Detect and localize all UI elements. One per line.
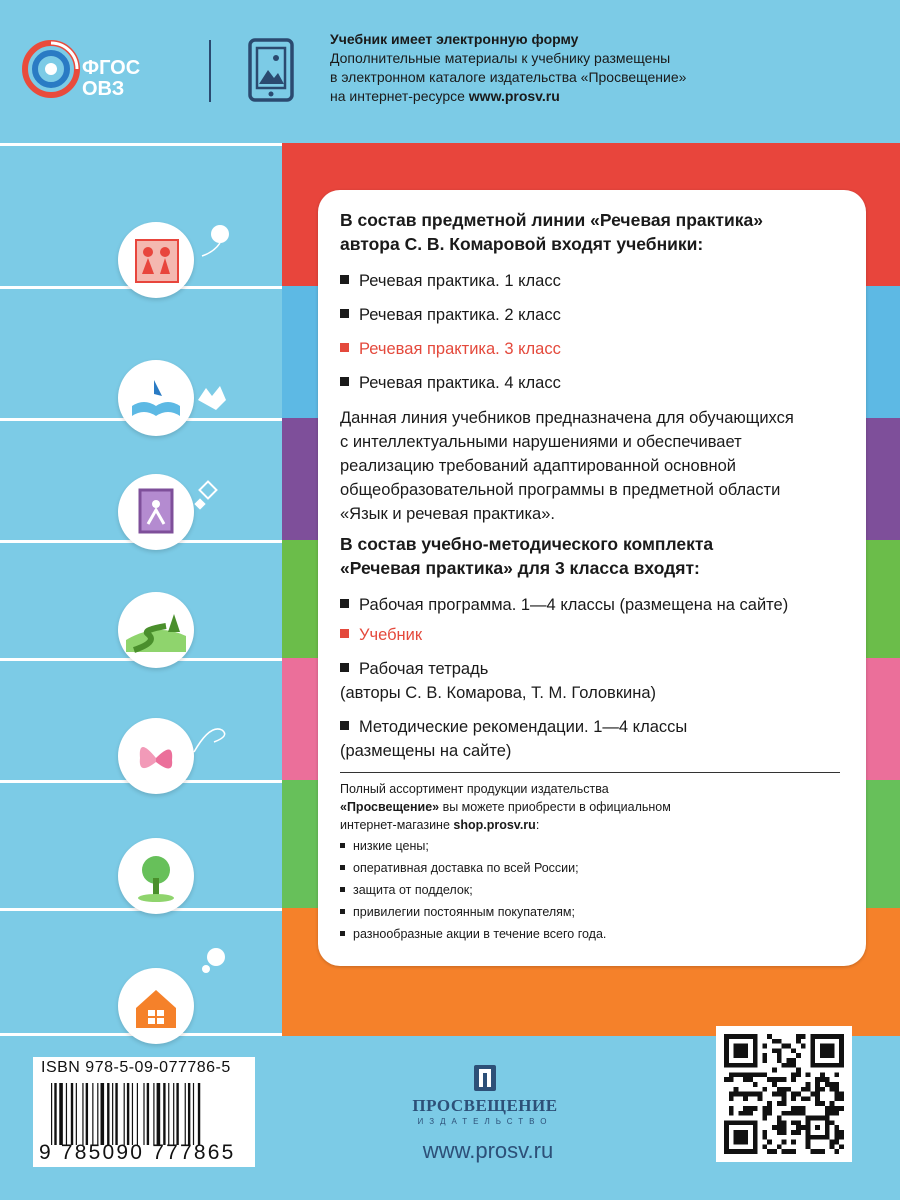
kit-item-workbook-authors: (авторы С. В. Комарова, Т. М. Головкина) (340, 684, 657, 702)
line-description (340, 406, 850, 526)
logo-line-1: ФГОС (82, 57, 141, 79)
eform-info (330, 30, 890, 106)
shop-line-3-suffix: : (535, 818, 540, 832)
description-line: общеобразовательной программы в предметной области (340, 481, 781, 499)
line-title-2: автора С. В. Комаровой входят учебники: (340, 234, 704, 254)
butterfly-icon (118, 718, 194, 794)
tree-icon (118, 838, 194, 914)
benefit-label: защита от подделок; (353, 883, 473, 897)
bullet-square (340, 377, 349, 386)
book-icon (118, 360, 194, 436)
eform-line-4-prefix: на интернет-ресурсе (330, 88, 469, 104)
isbn-barcode-block (33, 1057, 255, 1167)
kit-item-label: Рабочая тетрадь (359, 660, 489, 678)
logo-line-2: ОВЗ (82, 78, 125, 100)
header-divider (209, 40, 211, 102)
shop-line-3-prefix: интернет-магазине (340, 818, 454, 832)
bullet-dot (340, 909, 345, 914)
book-item-2 (340, 304, 561, 326)
description-line: «Язык и речевая практика». (340, 505, 555, 523)
house-icon (118, 968, 194, 1044)
benefit-label: низкие цены; (353, 839, 429, 853)
bullet-square (340, 721, 349, 730)
divider-line (0, 143, 282, 146)
photo-frame-icon (118, 474, 194, 550)
kit-item-label: Методические рекомендации. 1—4 классы (359, 718, 688, 736)
isbn-label: ISBN 978-5-09-077786-5 (41, 1059, 231, 1076)
barcode-icon (51, 1083, 251, 1145)
benefit-item (340, 904, 575, 921)
barcode-digits: 9 785090 777865 (39, 1141, 236, 1164)
benefit-item (340, 838, 429, 855)
benefit-label: оперативная доставка по всей России; (353, 861, 579, 875)
bullet-dot (340, 931, 345, 936)
card-divider (340, 772, 840, 773)
bullet-square (340, 599, 349, 608)
bullet-square (340, 663, 349, 672)
book-item-4 (340, 372, 561, 394)
book-item-1 (340, 270, 561, 292)
book-item-label: Речевая практика. 2 класс (359, 306, 561, 324)
kit-item-methods (340, 716, 687, 738)
description-line: с интеллектуальными нарушениями и обеспечивает (340, 433, 742, 451)
benefit-item (340, 882, 473, 899)
publisher-site-link[interactable]: www.prosv.ru (422, 1138, 554, 1163)
kit-item-label: Учебник (359, 626, 423, 644)
bullet-square (340, 629, 349, 638)
publisher-bold: «Просвещение» (340, 800, 440, 814)
string-icon (190, 720, 230, 756)
bullet-dot (340, 887, 345, 892)
kit-item-program (340, 594, 788, 616)
book-item-label: Речевая практика. 3 класс (359, 340, 561, 358)
publisher-subtitle: ИЗДАТЕЛЬСТВО (417, 1117, 553, 1126)
kit-item-textbook (340, 624, 422, 646)
benefit-item (340, 860, 579, 877)
eform-line-2: Дополнительные материалы к учебнику размещены (330, 50, 671, 66)
publisher-logo-icon (470, 1063, 500, 1093)
eform-line-4 (330, 87, 890, 106)
eform-title: Учебник имеет электронную форму (330, 31, 579, 47)
kit-title-1: В состав учебно-методического комплекта (340, 534, 714, 554)
shop-line-3 (340, 816, 539, 834)
bullet-square (340, 309, 349, 318)
benefit-label: разнообразные акции в течение всего года. (353, 927, 607, 941)
road-landscape-icon (118, 592, 194, 668)
fgos-logo-icon (20, 38, 82, 100)
leaf-icon (194, 382, 230, 414)
bullet-square (340, 343, 349, 352)
eform-line-3: в электронном каталоге издательства «Просвещение» (330, 69, 687, 85)
bullet-dot (340, 865, 345, 870)
benefit-label: привилегии постоянным покупателям; (353, 905, 575, 919)
qr-code-block (716, 1026, 852, 1162)
bullet-dot (340, 843, 345, 848)
kit-item-workbook (340, 658, 488, 680)
tablet-icon (248, 38, 294, 102)
balloon-icon (196, 222, 236, 262)
bullet-square (340, 275, 349, 284)
description-line: реализацию требований адаптированной основной (340, 457, 736, 475)
kit-item-methods-note: (размещены на сайте) (340, 742, 512, 760)
children-icon (118, 222, 194, 298)
fgos-logo-text (82, 58, 140, 100)
kit-item-label: Рабочая программа. 1—4 классы (размещена на сайте) (359, 596, 789, 614)
info-card (318, 190, 866, 966)
benefit-item (340, 926, 606, 943)
book-item-label: Речевая практика. 1 класс (359, 272, 561, 290)
book-item-label: Речевая практика. 4 класс (359, 374, 561, 392)
qr-code-icon[interactable] (724, 1034, 844, 1154)
publisher-name: ПРОСВЕЩЕНИЕ (412, 1096, 558, 1115)
book-item-3-current (340, 338, 561, 360)
diamonds-icon (194, 480, 224, 514)
eform-site-link[interactable]: www.prosv.ru (468, 88, 560, 104)
description-line: Данная линия учебников предназначена для обучающихся (340, 409, 794, 427)
shop-line-2-rest: вы можете приобрести в официальном (439, 800, 671, 814)
shop-site-link[interactable]: shop.prosv.ru (453, 818, 536, 832)
kit-title-2: «Речевая практика» для 3 класса входят: (340, 558, 700, 578)
bubbles-icon (200, 935, 230, 975)
shop-line-1: Полный ассортимент продукции издательства (340, 782, 609, 796)
shop-line-2 (340, 798, 671, 816)
line-title-1: В состав предметной линии «Речевая практика» (340, 210, 763, 230)
